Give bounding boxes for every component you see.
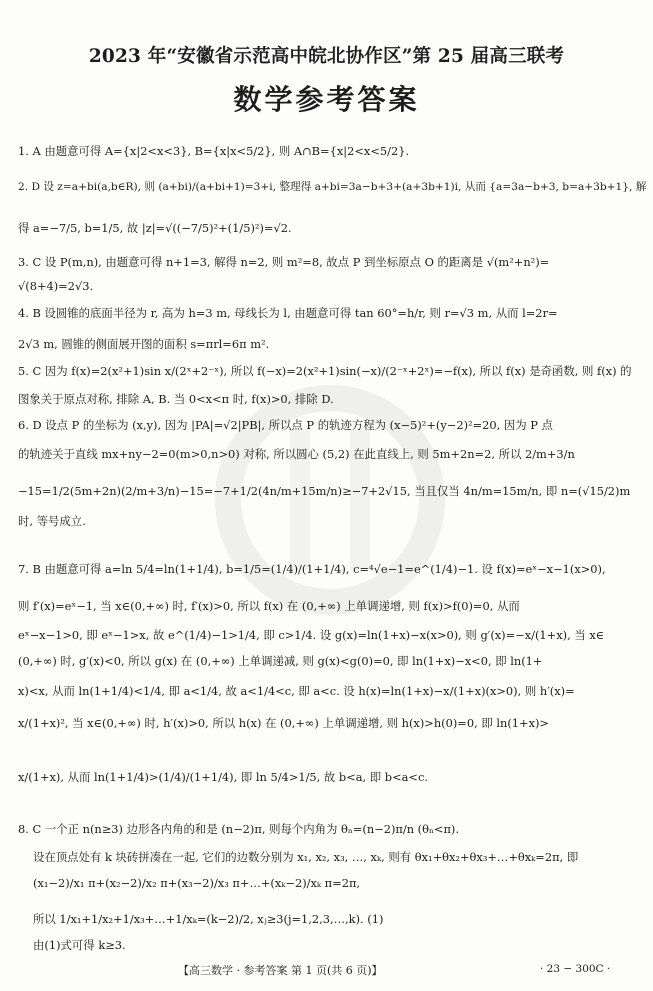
document-code: · 23 − 300C · <box>540 963 611 975</box>
answer-line: −15=1/2(5m+2n)(2/m+3/n)−15=−7+1/2(4n/m+15m/n)≥−7+2√15, 当且仅当 4n/m=15m/n, 即 n=(√15/2)m <box>18 484 631 498</box>
answer-line: (0,+∞) 时, g′(x)<0, 所以 g(x) 在 (0,+∞) 上单调递减, 则 g(x)<g(0)=0, 即 ln(1+x)−x<0, 即 ln(1+ <box>18 654 543 668</box>
exam-title: 2023 年“安徽省示范高中皖北协作区”第 25 届高三联考 <box>88 46 565 67</box>
answer-line: 2√3 m, 圆锥的侧面展开图的面积 s=πrl=6π m². <box>18 337 270 351</box>
answer-line: 4. B 设圆锥的底面半径为 r, 高为 h=3 m, 母线长为 l, 由题意可得 tan 60°=h/r, 则 r=√3 m, 从而 l=2r= <box>18 306 558 320</box>
answer-line: 时, 等号成立. <box>18 514 86 528</box>
answer-line: eˣ−x−1>0, 即 eˣ−1>x, 故 e^(1/4)−1>1/4, 即 c>1/4. 设 g(x)=ln(1+x)−x(x>0), 则 g′(x)=−x/(1+x), 当 x∈ <box>18 628 605 642</box>
answer-line: x)<x, 从而 ln(1+1/4)<1/4, 即 a<1/4, 故 a<1/4<c, 即 a<c. 设 h(x)=ln(1+x)−x/(1+x)(x>0), 则 h′(x)= <box>18 684 575 698</box>
answer-key-title: 数学参考答案 <box>233 83 420 116</box>
answer-line: 的轨迹关于直线 mx+ny−2=0(m>0,n>0) 对称, 所以圆心 (5,2) 在此直线上, 则 5m+2n=2, 所以 2/m+3/n <box>18 447 575 461</box>
answer-line: 6. D 设点 P 的坐标为 (x,y), 因为 |PA|=√2|PB|, 所以点 P 的轨迹方程为 (x−5)²+(y−2)²=20, 因为 P 点 <box>18 418 553 432</box>
answer-line: 5. C 因为 f(x)=2(x²+1)sin x/(2ˣ+2⁻ˣ), 所以 f(−x)=2(x²+1)sin(−x)/(2⁻ˣ+2ˣ)=−f(x), 所以 f(x) 是奇函数, 则 f(x) 的 <box>18 364 632 378</box>
answer-line: 设在顶点处有 k 块砖拼凑在一起, 它们的边数分别为 x₁, x₂, x₃, …, xₖ, 则有 θx₁+θx₂+θx₃+…+θxₖ=2π, 即 <box>33 850 579 864</box>
answer-line: 3. C 设 P(m,n), 由题意可得 n+1=3, 解得 n=2, 则 m²=8, 故点 P 到坐标原点 O 的距离是 √(m²+n²)= <box>18 255 550 269</box>
answer-line: 8. C 一个正 n(n≥3) 边形各内角的和是 (n−2)π, 则每个内角为 θₙ=(n−2)π/n (θₙ<π). <box>18 822 459 836</box>
answer-line: (x₁−2)/x₁ π+(x₂−2)/x₂ π+(x₃−2)/x₃ π+…+(xₖ−2)/xₖ π=2π, <box>33 876 361 890</box>
answer-line: 则 f′(x)=eˣ−1, 当 x∈(0,+∞) 时, f′(x)>0, 所以 f(x) 在 (0,+∞) 上单调递增, 则 f(x)>f(0)=0, 从而 <box>18 599 520 613</box>
answer-line: 1. A 由题意可得 A={x|2<x<3}, B={x|x<5/2}, 则 A∩B={x|2<x<5/2}. <box>18 144 410 158</box>
answer-line: x/(1+x), 从而 ln(1+1/4)>(1/4)/(1+1/4), 即 ln 5/4>1/5, 故 b<a, 即 b<a<c. <box>18 770 428 784</box>
answer-line: 所以 1/x₁+1/x₂+1/x₃+…+1/xₖ=(k−2)/2, xⱼ≥3(j=1,2,3,…,k). (1) <box>33 912 384 926</box>
answer-line: 2. D 设 z=a+bi(a,b∈R), 则 (a+bi)/(a+bi+1)=3+i, 整理得 a+bi=3a−b+3+(a+3b+1)i, 从而 {a=3a−b+3, b=a+3b+1}, 解 <box>18 181 647 193</box>
answer-line: 7. B 由题意可得 a=ln 5/4=ln(1+1/4), b=1/5=(1/4)/(1+1/4), c=⁴√e−1=e^(1/4)−1. 设 f(x)=eˣ−x−1(x>0), <box>18 562 606 576</box>
answer-line: x/(1+x)², 当 x∈(0,+∞) 时, h′(x)>0, 所以 h(x) 在 (0,+∞) 上单调递增, 则 h(x)>h(0)=0, 即 ln(1+x)> <box>18 716 549 730</box>
answer-line: 图象关于原点对称, 排除 A, B. 当 0<x<π 时, f(x)>0, 排除 D. <box>18 392 334 406</box>
answer-line: 由(1)式可得 k≥3. <box>33 938 126 952</box>
page-footer: 【高三数学 · 参考答案 第 1 页(共 6 页)】 <box>178 964 383 977</box>
answer-line: 得 a=−7/5, b=1/5, 故 |z|=√((−7/5)²+(1/5)²)=√2. <box>18 221 292 235</box>
answer-line: √(8+4)=2√3. <box>18 279 94 293</box>
